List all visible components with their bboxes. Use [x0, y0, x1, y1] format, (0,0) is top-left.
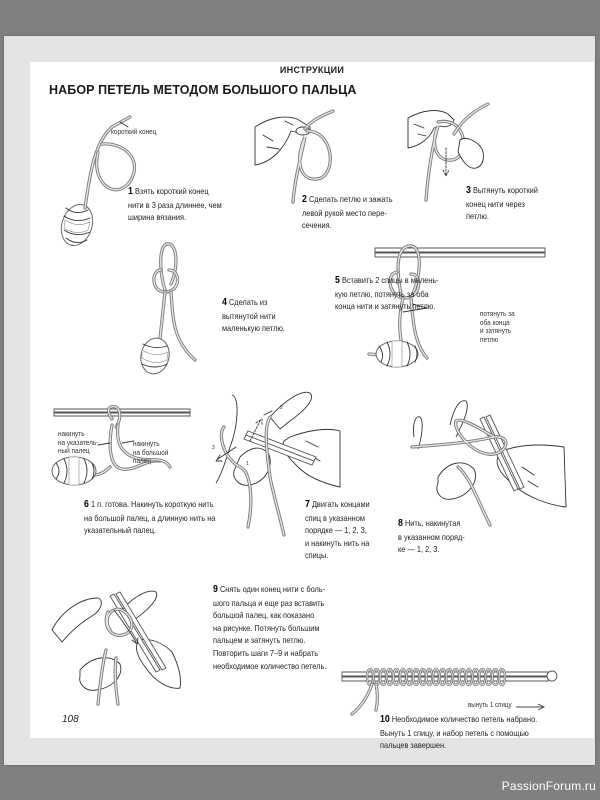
step-2-illustration	[255, 107, 350, 207]
step-4-illustration	[135, 240, 205, 375]
yarn-ball-icon	[138, 335, 173, 376]
document-page	[30, 62, 594, 751]
step-number: 5	[335, 275, 340, 286]
section-label: ИНСТРУКЦИИ	[279, 65, 345, 75]
index-finger-label: накинуть на указатель- ный палец	[58, 429, 99, 456]
yarn-ball-icon	[375, 334, 425, 374]
finger-icon	[413, 417, 422, 449]
step-8-text: 8 Нить, накинутая в указанном поряд- ке — 1, 2, 3.	[398, 518, 465, 555]
step-1-text: 1 Взять короткий конец нити в 3 раза длиннее, чем ширина вязания.	[128, 186, 222, 223]
step-10-text: 10 Необходимое количество петель набрано. Вынуть 1 спицу, и набор петель с помощью пальцев завершен.	[380, 714, 538, 751]
arrow-down-icon	[443, 148, 449, 176]
step-number: 9	[213, 584, 218, 595]
pull-both-ends-label: потянуть за оба конца и затянуть петлю	[480, 309, 515, 344]
finger-icon	[270, 392, 312, 429]
arrow-right-icon	[516, 703, 546, 711]
step-number: 2	[302, 194, 307, 205]
step-7-text: 7 Двигать концами спиц в указанном порядке — 1, 2, 3, и накинуть нить на спицы.	[305, 499, 370, 561]
page-title: НАБОР ПЕТЕЛЬ МЕТОДОМ БОЛЬШОГО ПАЛЬЦА	[49, 83, 357, 97]
step-9-illustration	[52, 580, 202, 705]
step-number: 4	[222, 297, 227, 308]
page-number: 108	[62, 714, 79, 725]
short-end-label: короткий конец	[111, 127, 157, 136]
arrow-icon	[264, 411, 272, 415]
step-number: 6	[84, 499, 89, 510]
thumb-label: накинуть на большой палец	[133, 439, 169, 466]
step-8-illustration	[398, 397, 573, 527]
step-5-text: 5 Вставить 2 спицы в малень- кую петлю, потянуть за оба конца нити и затянуть петлю.	[335, 275, 439, 312]
yarn-ball-icon	[52, 457, 96, 485]
hand-icon	[216, 395, 237, 483]
step-4-text: 4 Сделать из вытянутой нити маленькую петлю.	[222, 297, 285, 334]
step-number: 3	[466, 185, 471, 196]
yarn-ball-icon	[56, 200, 98, 249]
hand-icon	[52, 598, 101, 642]
step-6-text: 6 1 п. готова. Накинуть короткую нить на большой палец, а длинную нить на указательный палец.	[84, 499, 216, 536]
knitting-needles-icon	[54, 409, 190, 416]
step-number: 7	[305, 499, 310, 510]
step-number: 8	[398, 518, 403, 529]
remove-needle-label: вынуть 1 спицу	[468, 702, 512, 709]
arrow-number: 1	[246, 461, 249, 467]
step-9-text: 9 Снять один конец нити с боль- шого пальца и еще раз вставить большой палец, как показано на рисунке. Потянуть большим пальцем и затянуть петлю. Повторить шаги 7–9 и набрать необходимое количество петель.	[213, 584, 327, 671]
arrow-number: 2	[280, 405, 283, 411]
step-2-text: 2 Сделать петлю и зажать левой рукой место пере- сечения.	[302, 194, 393, 231]
arrow-number: 3	[212, 445, 215, 451]
step-number: 1	[128, 186, 133, 197]
hand-icon	[408, 111, 454, 148]
watermark: PassionForum.ru	[501, 779, 596, 793]
step-number: 10	[380, 714, 390, 725]
step-3-text: 3 Вытянуть короткий конец нити через петлю.	[466, 185, 538, 222]
